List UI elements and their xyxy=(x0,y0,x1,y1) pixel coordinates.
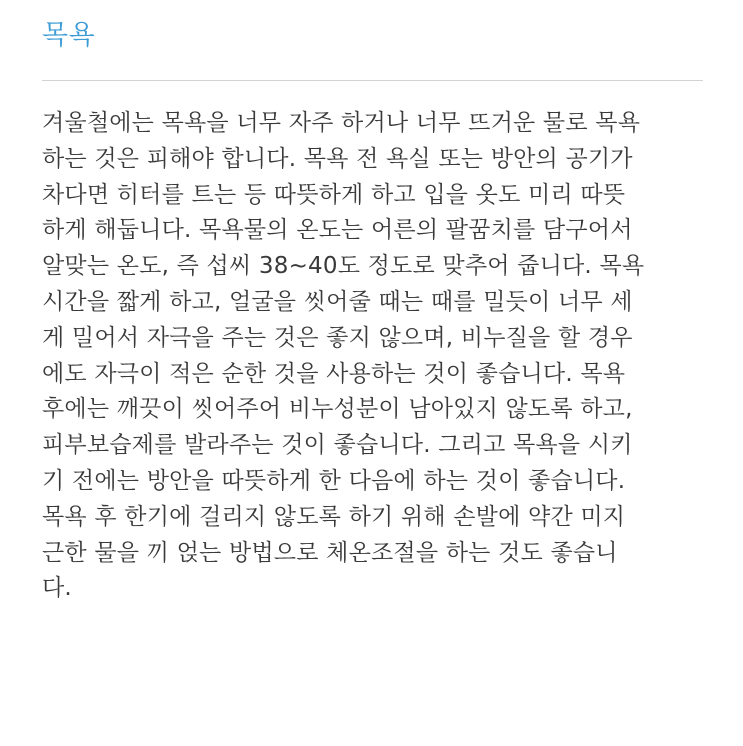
paragraph-line: 알맞는 온도, 즉 섭씨 38~40도 정도로 맞추어 줍니다. 목욕 xyxy=(42,253,645,280)
paragraph-line: 기 전에는 방안을 따뜻하게 한 다음에 하는 것이 좋습니다. xyxy=(42,467,626,494)
paragraph-line: 후에는 깨끗이 씻어주어 비누성분이 남아있지 않도록 하고, xyxy=(42,396,633,423)
section-heading: 목욕 xyxy=(42,20,96,51)
paragraph-line: 하는 것은 피해야 합니다. 목욕 전 욕실 또는 방안의 공기가 xyxy=(42,145,633,172)
paragraph-line: 시간을 짧게 하고, 얼굴을 씻어줄 때는 때를 밀듯이 너무 세 xyxy=(42,288,633,315)
article-paragraph xyxy=(42,106,712,607)
paragraph-line: 근한 물을 끼 얹는 방법으로 체온조절을 하는 것도 좋습니 xyxy=(42,539,618,566)
paragraph-line: 다. xyxy=(42,575,72,602)
paragraph-line: 에도 자극이 적은 순한 것을 사용하는 것이 좋습니다. 목욕 xyxy=(42,360,626,387)
paragraph-line: 목욕 후 한기에 걸리지 않도록 하기 위해 손발에 약간 미지 xyxy=(42,503,626,530)
paragraph-line: 하게 해둡니다. 목욕물의 온도는 어른의 팔꿈치를 담구어서 xyxy=(42,217,633,244)
divider xyxy=(42,80,703,81)
paragraph-line: 피부보습제를 발라주는 것이 좋습니다. 그리고 목욕을 시키 xyxy=(42,432,633,459)
paragraph-line: 차다면 히터를 트는 등 따뜻하게 하고 입을 옷도 미리 따뜻 xyxy=(42,181,626,208)
paragraph-line: 게 밀어서 자극을 주는 것은 좋지 않으며, 비누질을 할 경우 xyxy=(42,324,633,351)
paragraph-line: 겨울철에는 목욕을 너무 자주 하거나 너무 뜨거운 물로 목욕 xyxy=(42,110,641,136)
